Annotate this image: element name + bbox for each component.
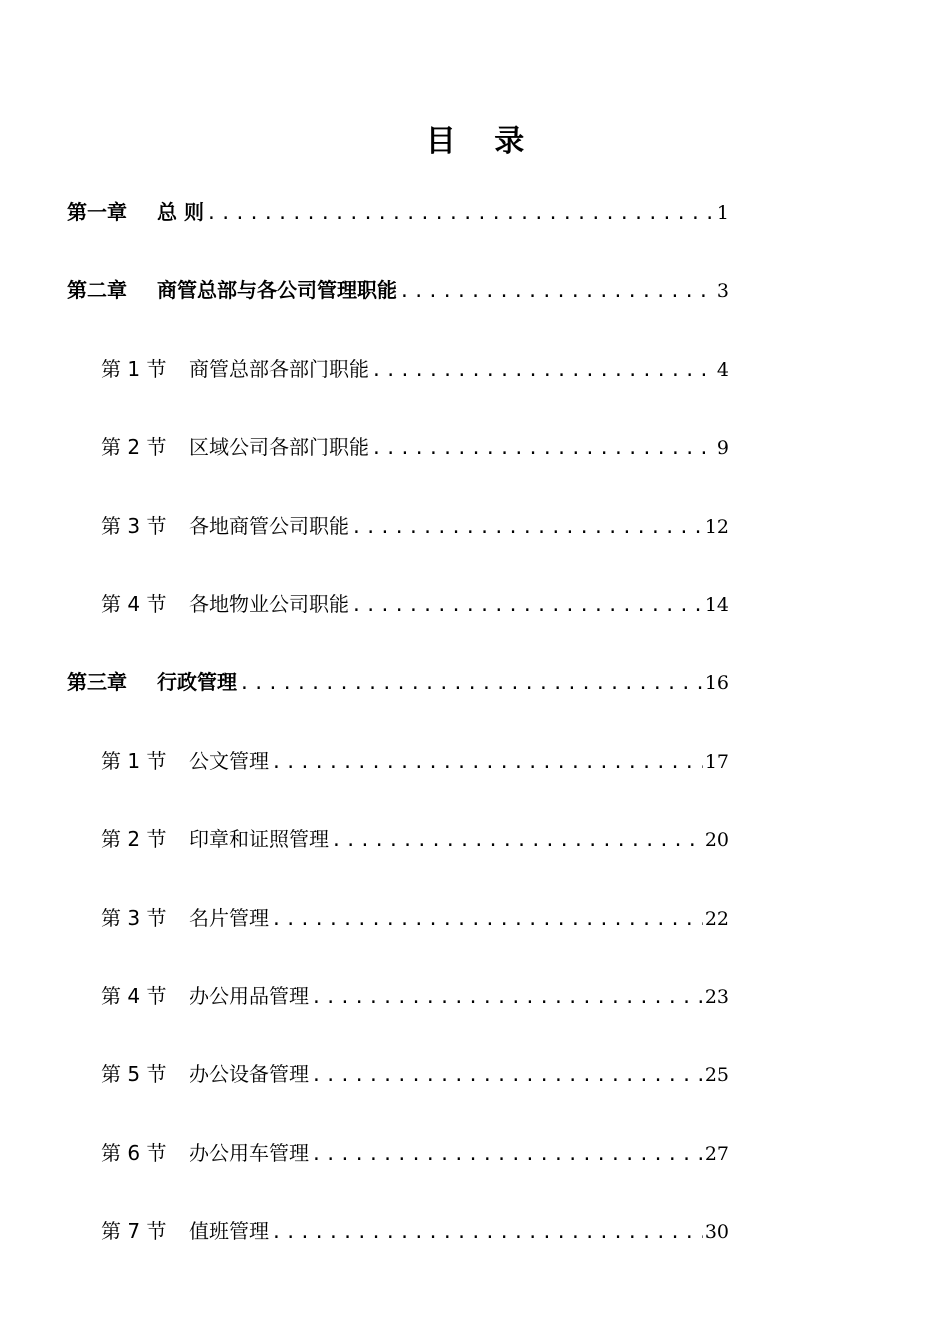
toc-entry-page: 23 — [704, 985, 729, 1008]
toc-entry-page: 22 — [704, 907, 729, 930]
toc-entry-label — [67, 190, 204, 234]
toc-entry-text: 印章和证照管理 — [189, 827, 329, 852]
dot-leader — [311, 1133, 703, 1177]
toc-entry-label — [101, 504, 349, 548]
page-title: 目 录 — [425, 124, 539, 159]
dot-leader — [311, 1054, 703, 1098]
toc-entry-text: 行政管理 — [157, 670, 237, 695]
toc-entry-text: 商管总部各部门职能 — [189, 356, 369, 381]
toc-entry-section[interactable] — [67, 1052, 729, 1130]
toc-entry-page: 17 — [704, 750, 729, 773]
dot-leader — [351, 506, 703, 550]
toc-entry-number: 第 4 节 — [101, 983, 167, 1008]
toc-entry-label — [101, 974, 309, 1018]
toc-entry-label — [67, 268, 397, 312]
toc-entry-text: 公文管理 — [189, 748, 269, 773]
toc-entry-section[interactable] — [67, 582, 729, 660]
toc-entry-number: 第 1 节 — [101, 356, 167, 381]
dot-leader — [371, 349, 715, 393]
toc-entry-text: 各地物业公司职能 — [189, 591, 349, 616]
dot-leader — [271, 1211, 703, 1255]
toc-entry-label — [101, 347, 369, 391]
toc-entry-label — [67, 660, 237, 704]
toc-entry-page: 20 — [704, 829, 729, 852]
toc-entry-label — [101, 1052, 309, 1096]
toc-entry-section[interactable] — [67, 504, 729, 582]
toc-entry-section[interactable] — [67, 817, 729, 895]
toc-entry-page: 4 — [716, 358, 729, 381]
toc-entry-number: 第 3 节 — [101, 513, 167, 538]
toc-entry-page: 3 — [716, 280, 729, 303]
toc-entry-number: 第 2 节 — [101, 827, 167, 852]
toc-entry-label — [101, 817, 329, 861]
toc-entry-text: 总 则 — [157, 200, 204, 224]
dot-leader — [239, 662, 703, 706]
table-of-contents — [67, 190, 729, 1287]
toc-entry-page: 14 — [704, 593, 729, 616]
dot-leader — [206, 192, 715, 236]
toc-entry-text: 各地商管公司职能 — [189, 513, 349, 538]
toc-entry-number: 第二章 — [67, 278, 127, 303]
toc-entry-page: 27 — [704, 1142, 729, 1165]
toc-entry-number: 第 7 节 — [101, 1219, 167, 1244]
dot-leader — [399, 270, 715, 314]
toc-entry-label — [101, 739, 269, 783]
toc-entry-text: 值班管理 — [189, 1219, 269, 1244]
toc-entry-section[interactable] — [67, 347, 729, 425]
toc-entry-page: 25 — [704, 1064, 729, 1087]
dot-leader — [371, 427, 715, 471]
toc-entry-chapter-1[interactable] — [67, 190, 729, 268]
toc-entry-text: 办公用品管理 — [189, 983, 309, 1008]
toc-entry-number: 第 6 节 — [101, 1140, 167, 1165]
toc-entry-chapter-3[interactable] — [67, 660, 729, 738]
toc-entry-number: 第 2 节 — [101, 435, 167, 460]
toc-entry-number: 第 4 节 — [101, 591, 167, 616]
toc-entry-text: 名片管理 — [189, 905, 269, 930]
toc-entry-section[interactable] — [67, 739, 729, 817]
toc-entry-text: 商管总部与各公司管理职能 — [157, 278, 397, 303]
toc-entry-label — [101, 425, 369, 469]
toc-entry-section[interactable] — [67, 1209, 729, 1287]
toc-entry-section[interactable] — [67, 425, 729, 503]
toc-entry-text: 区域公司各部门职能 — [189, 435, 369, 460]
dot-leader — [331, 819, 703, 863]
toc-entry-page: 9 — [716, 437, 729, 460]
toc-entry-section[interactable] — [67, 1131, 729, 1209]
toc-entry-chapter-2[interactable] — [67, 268, 729, 346]
toc-entry-label — [101, 582, 349, 626]
toc-entry-number: 第三章 — [67, 670, 127, 695]
toc-entry-section[interactable] — [67, 974, 729, 1052]
toc-entry-text: 办公设备管理 — [189, 1062, 309, 1087]
toc-entry-page: 12 — [704, 515, 729, 538]
toc-entry-number: 第 3 节 — [101, 905, 167, 930]
toc-entry-label — [101, 1209, 269, 1253]
dot-leader — [351, 584, 703, 628]
toc-entry-label — [101, 896, 269, 940]
toc-entry-number: 第 5 节 — [101, 1062, 167, 1087]
toc-entry-page: 16 — [704, 672, 729, 695]
toc-entry-number: 第一章 — [67, 200, 127, 224]
dot-leader — [311, 976, 703, 1020]
toc-entry-label — [101, 1131, 309, 1175]
toc-entry-number: 第 1 节 — [101, 748, 167, 773]
toc-entry-page: 1 — [716, 202, 729, 224]
dot-leader — [271, 741, 703, 785]
dot-leader — [271, 898, 703, 942]
toc-entry-page: 30 — [704, 1221, 729, 1244]
toc-entry-text: 办公用车管理 — [189, 1140, 309, 1165]
toc-entry-section[interactable] — [67, 896, 729, 974]
